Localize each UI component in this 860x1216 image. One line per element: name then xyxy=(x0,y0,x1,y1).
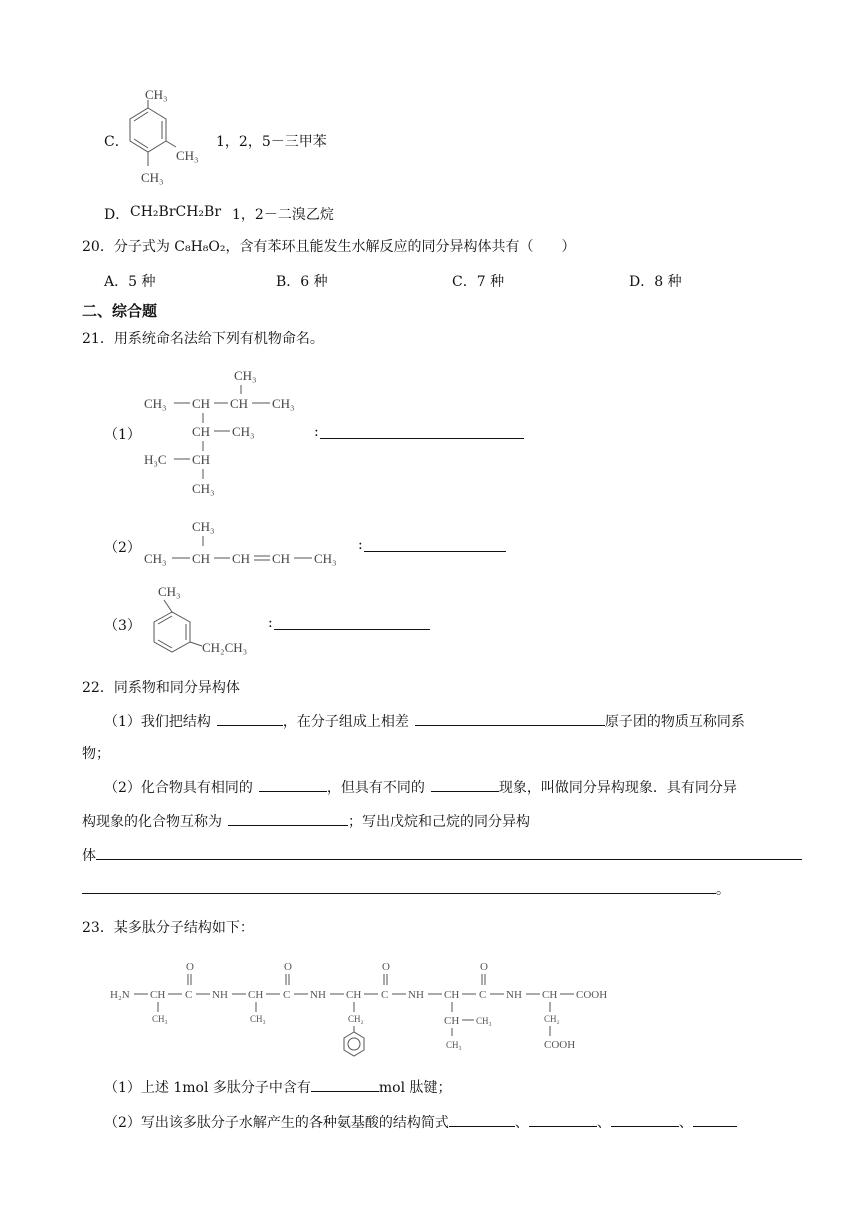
q23-blank-aa-2[interactable] xyxy=(529,1112,597,1127)
q20-stem: 20．分子式为 C₈H₈O₂，含有苯环且能发生水解反应的同分异构体共有（ ） xyxy=(82,239,576,255)
svg-text:CH: CH xyxy=(444,1015,460,1027)
q21-part2-colon: : xyxy=(358,537,363,553)
svg-text:CH₃: CH₃ xyxy=(158,584,181,599)
q23-blank-peptide-bonds[interactable] xyxy=(311,1077,379,1092)
q23-part2: （2）写出该多肽分子水解产生的各种氨基酸的结构简式 、 、 、 xyxy=(104,1112,737,1132)
q22-part1-line1: （1）我们把结构 ，在分子组成上相差 原子团的物质互称同系 xyxy=(104,711,745,731)
c-methyl-top: CH₃ xyxy=(145,87,168,102)
svg-text:CH: CH xyxy=(192,551,211,566)
svg-text:CH₃: CH₃ xyxy=(476,1016,492,1026)
svg-text:NH: NH xyxy=(408,989,424,1001)
svg-text:CH₃: CH₃ xyxy=(192,481,215,496)
svg-text:CH: CH xyxy=(232,551,251,566)
svg-text:CH₃: CH₃ xyxy=(446,1040,462,1050)
section-title: 二、综合题 xyxy=(82,302,158,320)
svg-text:CH: CH xyxy=(248,989,264,1001)
svg-text:CH₃: CH₃ xyxy=(144,551,167,566)
svg-text:C: C xyxy=(283,989,291,1001)
q20-option-b: B．6 种 xyxy=(276,274,328,290)
q23-blank-aa-3[interactable] xyxy=(611,1112,679,1127)
q23-stem: 23．某多肽分子结构如下： xyxy=(82,920,254,936)
svg-text:CH: CH xyxy=(230,396,249,411)
q23-blank-aa-4[interactable] xyxy=(693,1112,737,1127)
svg-text:NH: NH xyxy=(506,989,522,1001)
svg-text:CH: CH xyxy=(346,989,362,1001)
q22-blank-isomers[interactable] xyxy=(228,811,348,826)
q22-part2-line1: （2）化合物具有相同的 ，但具有不同的 现象，叫做同分异构现象．具有同分异 xyxy=(104,777,737,797)
q21-part3-answer-blank[interactable] xyxy=(274,615,430,630)
svg-text:CH₃: CH₃ xyxy=(250,1014,266,1024)
q21-part2-label: （2） xyxy=(104,540,141,556)
q23-peptide-structure xyxy=(108,956,628,1060)
svg-text:CH₃: CH₃ xyxy=(314,551,337,566)
q22-part2-line4: 。 xyxy=(82,879,730,899)
svg-text:O: O xyxy=(480,961,488,973)
q21-part1-colon: : xyxy=(314,424,319,440)
svg-text:CH₂: CH₂ xyxy=(544,1014,560,1024)
q22-blank-isomer-list-1[interactable] xyxy=(96,845,802,860)
svg-text:CH₃: CH₃ xyxy=(141,170,164,185)
svg-text:CH: CH xyxy=(444,989,460,1001)
option-c-label: C． xyxy=(104,134,129,150)
svg-text:CH: CH xyxy=(192,396,211,411)
svg-text:O: O xyxy=(284,961,292,973)
q22-blank-isomer-list-2[interactable] xyxy=(82,879,716,894)
svg-text:C: C xyxy=(381,989,389,1001)
svg-text:C: C xyxy=(479,989,487,1001)
svg-text:C: C xyxy=(185,989,193,1001)
svg-text:CH₂: CH₂ xyxy=(348,1014,364,1024)
option-d-name: 1，2－二溴乙烷 xyxy=(232,207,334,223)
q22-blank-structure[interactable] xyxy=(217,711,283,726)
q23-part1: （1）上述 1mol 多肽分子中含有 mol 肽键； xyxy=(104,1077,452,1097)
q21-part1-answer-blank[interactable] xyxy=(320,424,524,439)
svg-text:H₂N: H₂N xyxy=(110,989,130,1001)
q22-stem: 22．同系物和同分异构体 xyxy=(82,680,240,696)
q22-blank-group[interactable] xyxy=(415,711,605,726)
svg-text:CH₂CH₃: CH₂CH₃ xyxy=(202,640,248,655)
svg-text:CH₃: CH₃ xyxy=(234,368,257,383)
q21-structure-2 xyxy=(140,514,360,570)
svg-text:CH: CH xyxy=(192,452,211,467)
q20-option-c: C．7 种 xyxy=(452,274,505,290)
q21-part1-label: （1） xyxy=(104,427,141,443)
svg-text:H₃C: H₃C xyxy=(144,452,167,467)
svg-text:COOH: COOH xyxy=(544,1039,576,1051)
q20-option-d: D．8 种 xyxy=(629,274,682,290)
svg-text:NH: NH xyxy=(212,989,228,1001)
svg-text:O: O xyxy=(382,961,390,973)
q22-part2-line3: 体 xyxy=(82,845,802,865)
option-d-formula: CH₂BrCH₂Br xyxy=(130,204,222,220)
q23-blank-aa-1[interactable] xyxy=(449,1112,515,1127)
q22-part1-line2: 物； xyxy=(82,746,110,762)
svg-text:CH₃: CH₃ xyxy=(176,148,199,163)
svg-text:CH₃: CH₃ xyxy=(192,519,215,534)
svg-text:CH₃: CH₃ xyxy=(272,396,295,411)
option-d-label: D． xyxy=(104,207,130,223)
q22-blank-structure2[interactable] xyxy=(431,777,499,792)
q22-part2-line2: 构现象的化合物互称为 ；写出戊烷和己烷的同分异构 xyxy=(82,811,530,831)
svg-text:NH: NH xyxy=(310,989,326,1001)
svg-text:CH₃: CH₃ xyxy=(232,424,255,439)
svg-text:CH₃: CH₃ xyxy=(144,396,167,411)
q21-structure-1 xyxy=(140,363,310,503)
svg-text:CH₃: CH₃ xyxy=(152,1014,168,1024)
svg-text:CH: CH xyxy=(150,989,166,1001)
svg-text:O: O xyxy=(186,961,194,973)
trimethylbenzene-structure xyxy=(118,86,208,190)
svg-text:CH: CH xyxy=(272,551,291,566)
q21-stem: 21．用系统命名法给下列有机物命名。 xyxy=(82,331,324,347)
q21-structure-3 xyxy=(140,580,270,666)
svg-text:CH: CH xyxy=(192,424,211,439)
q21-part3-colon: : xyxy=(268,615,273,631)
svg-text:COOH: COOH xyxy=(576,989,608,1001)
q21-part3-label: （3） xyxy=(104,618,141,634)
q20-option-a: A．5 种 xyxy=(104,274,156,290)
option-c-name: 1，2，5－三甲苯 xyxy=(216,134,327,150)
q22-blank-formula[interactable] xyxy=(259,777,327,792)
svg-text:CH: CH xyxy=(542,989,558,1001)
q21-part2-answer-blank[interactable] xyxy=(364,537,506,552)
